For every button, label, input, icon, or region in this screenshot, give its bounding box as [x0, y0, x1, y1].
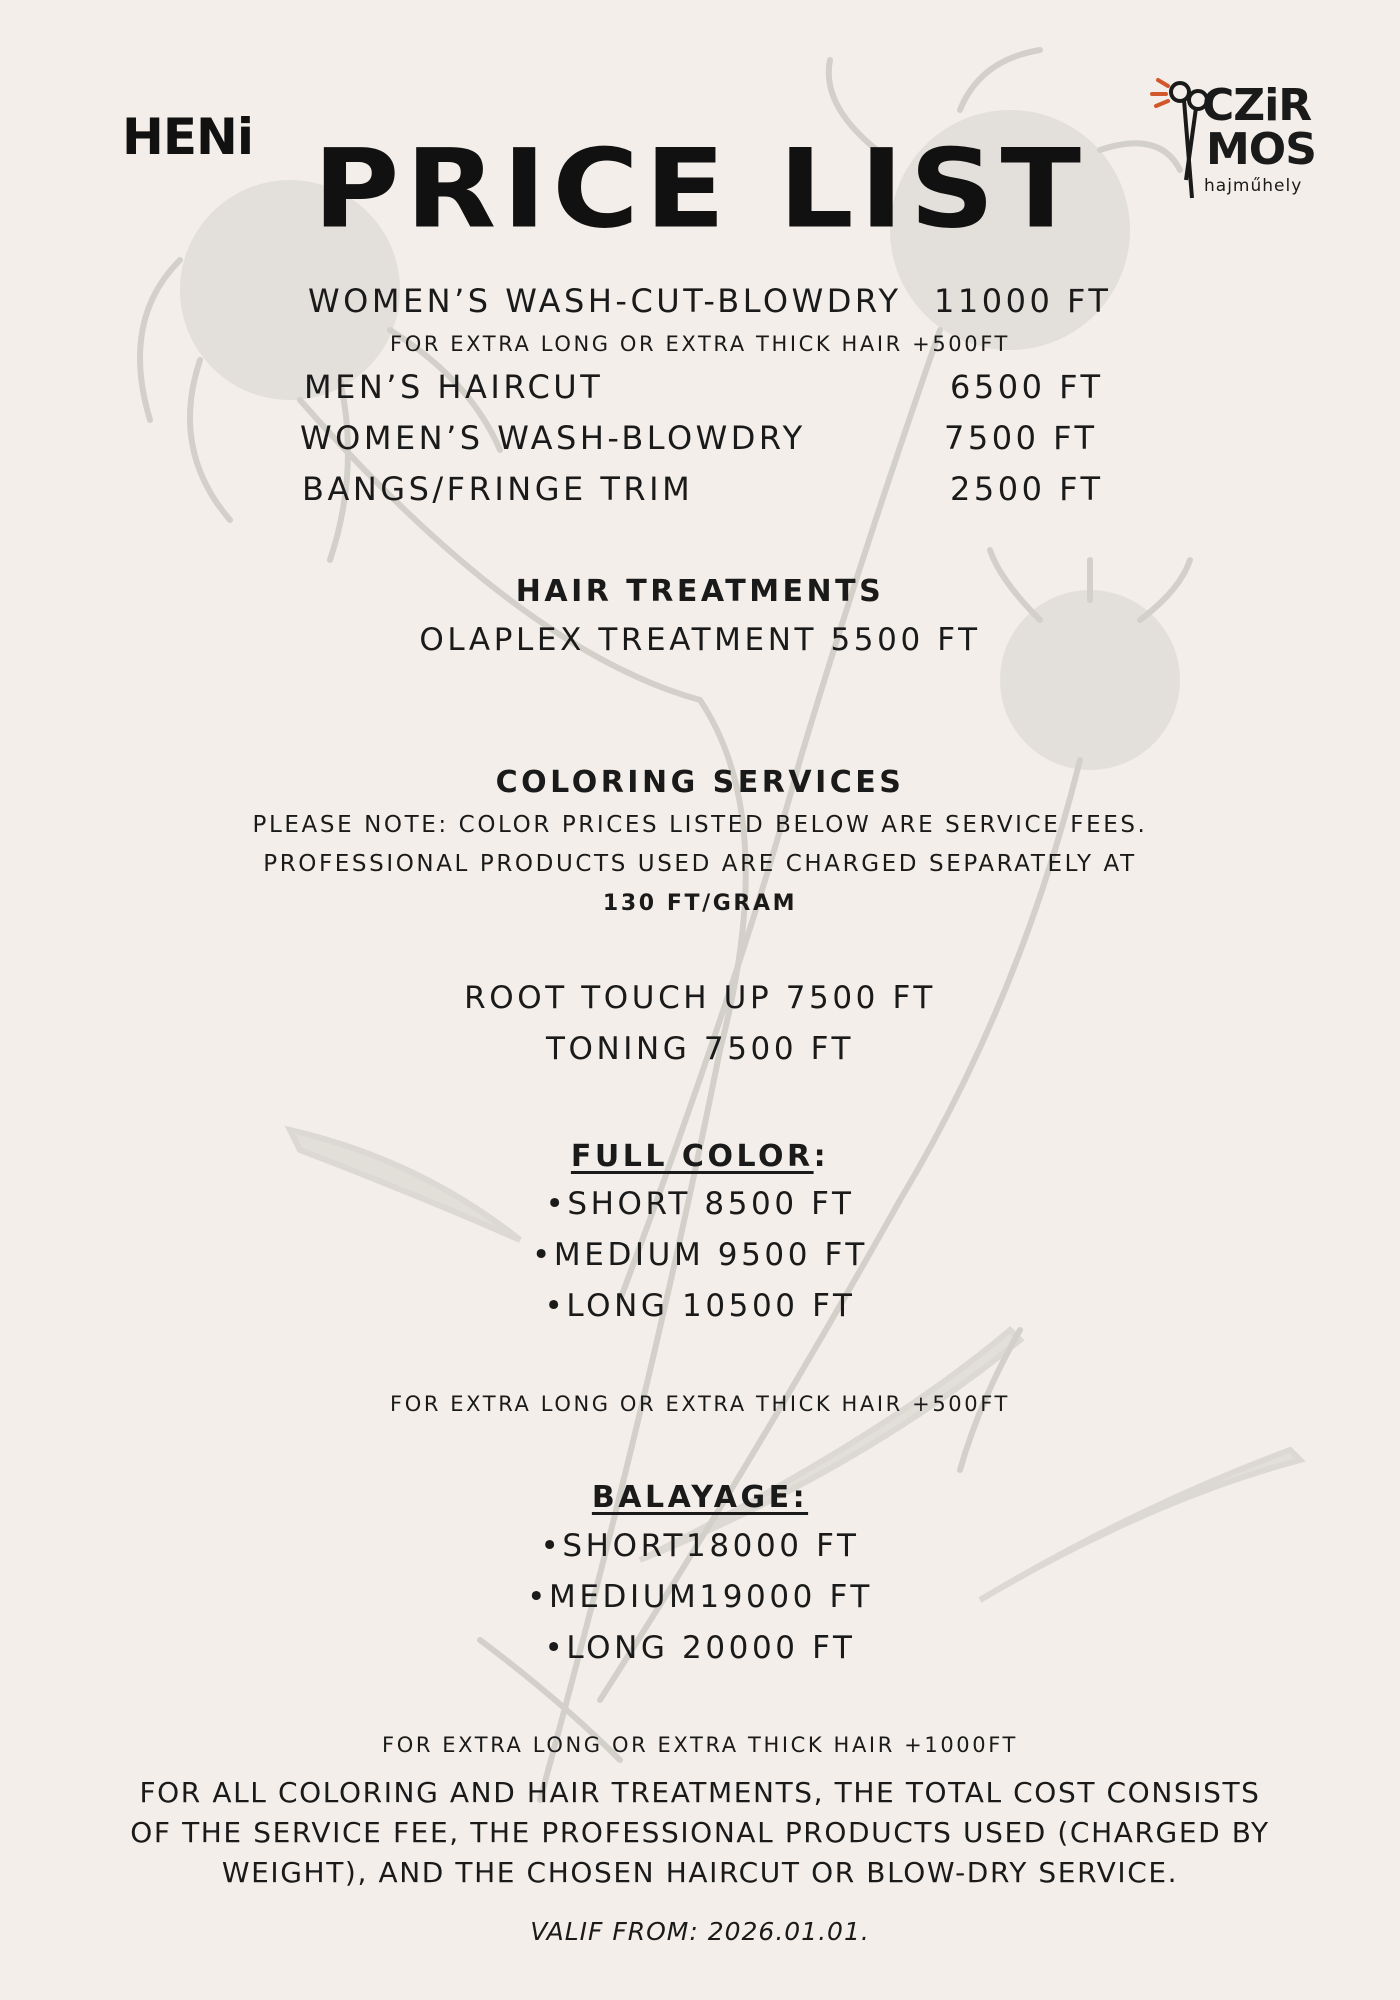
full-color-heading-colon: :: [813, 1139, 830, 1174]
service-price-4: 2500 FT: [950, 470, 1104, 508]
toning: TONING 7500 FT: [545, 1031, 855, 1067]
service-name-2: MEN’S HAIRCUT: [304, 368, 604, 406]
full-color-heading-text: FULL COLOR: [570, 1139, 814, 1174]
service-price-2: 6500 FT: [950, 368, 1104, 406]
logo-subtitle: hajműhely: [1204, 176, 1303, 196]
haircut-extra-note: FOR EXTRA LONG OR EXTRA THICK HAIR +500FT: [390, 332, 1010, 356]
logo-word-1: CZiR: [1202, 80, 1312, 131]
valid-from-date: VALIF FROM: 2026.01.01.: [530, 1917, 870, 1946]
full-color-long: •LONG 10500 FT: [544, 1288, 856, 1324]
service-price-1: 11000 FT: [934, 282, 1112, 320]
page-title: PRICE LIST: [312, 125, 1088, 253]
stylist-name: HENi: [122, 108, 253, 166]
olaplex-treatment: OLAPLEX TREATMENT 5500 FT: [419, 622, 981, 658]
balayage-short: •SHORT18000 FT: [540, 1528, 860, 1564]
service-name-4: BANGS/FRINGE TRIM: [302, 470, 694, 508]
root-touch-up: ROOT TOUCH UP 7500 FT: [464, 980, 936, 1016]
balayage-heading: [0, 1480, 1400, 1515]
full-color-short: •SHORT 8500 FT: [545, 1186, 855, 1222]
hair-treatments-heading: HAIR TREATMENTS: [515, 574, 885, 609]
footer-line-3: WEIGHT), AND THE CHOSEN HAIRCUT OR BLOW-DRY SERVICE.: [221, 1856, 1179, 1889]
footer-line-2: OF THE SERVICE FEE, THE PROFESSIONAL PRODUCTS USED (CHARGED BY: [130, 1816, 1270, 1849]
balayage-heading-text: BALAYAGE:: [591, 1480, 809, 1515]
coloring-note-line-2: PROFESSIONAL PRODUCTS USED ARE CHARGED SEPARATELY AT: [263, 851, 1137, 877]
service-price-3: 7500 FT: [944, 419, 1098, 457]
balayage-long: •LONG 20000 FT: [544, 1630, 856, 1666]
full-color-extra-note: FOR EXTRA LONG OR EXTRA THICK HAIR +500FT: [390, 1392, 1010, 1416]
full-color-medium: •MEDIUM 9500 FT: [532, 1237, 868, 1273]
service-name-3: WOMEN’S WASH-BLOWDRY: [300, 419, 806, 457]
product-price-per-gram: 130 FT/GRAM: [602, 891, 798, 916]
balayage-extra-note: FOR EXTRA LONG OR EXTRA THICK HAIR +1000FT: [382, 1733, 1018, 1757]
coloring-services-heading: COLORING SERVICES: [495, 765, 905, 800]
balayage-medium: •MEDIUM19000 FT: [527, 1579, 873, 1615]
footer-line-1: FOR ALL COLORING AND HAIR TREATMENTS, THE TOTAL COST CONSISTS: [139, 1776, 1261, 1809]
service-name-1: WOMEN’S WASH-CUT-BLOWDRY: [308, 282, 902, 320]
coloring-note-line-1: PLEASE NOTE: COLOR PRICES LISTED BELOW ARE SERVICE FEES.: [252, 812, 1148, 838]
logo-word-2: MOS: [1206, 124, 1316, 175]
full-color-heading: [0, 1139, 1400, 1174]
